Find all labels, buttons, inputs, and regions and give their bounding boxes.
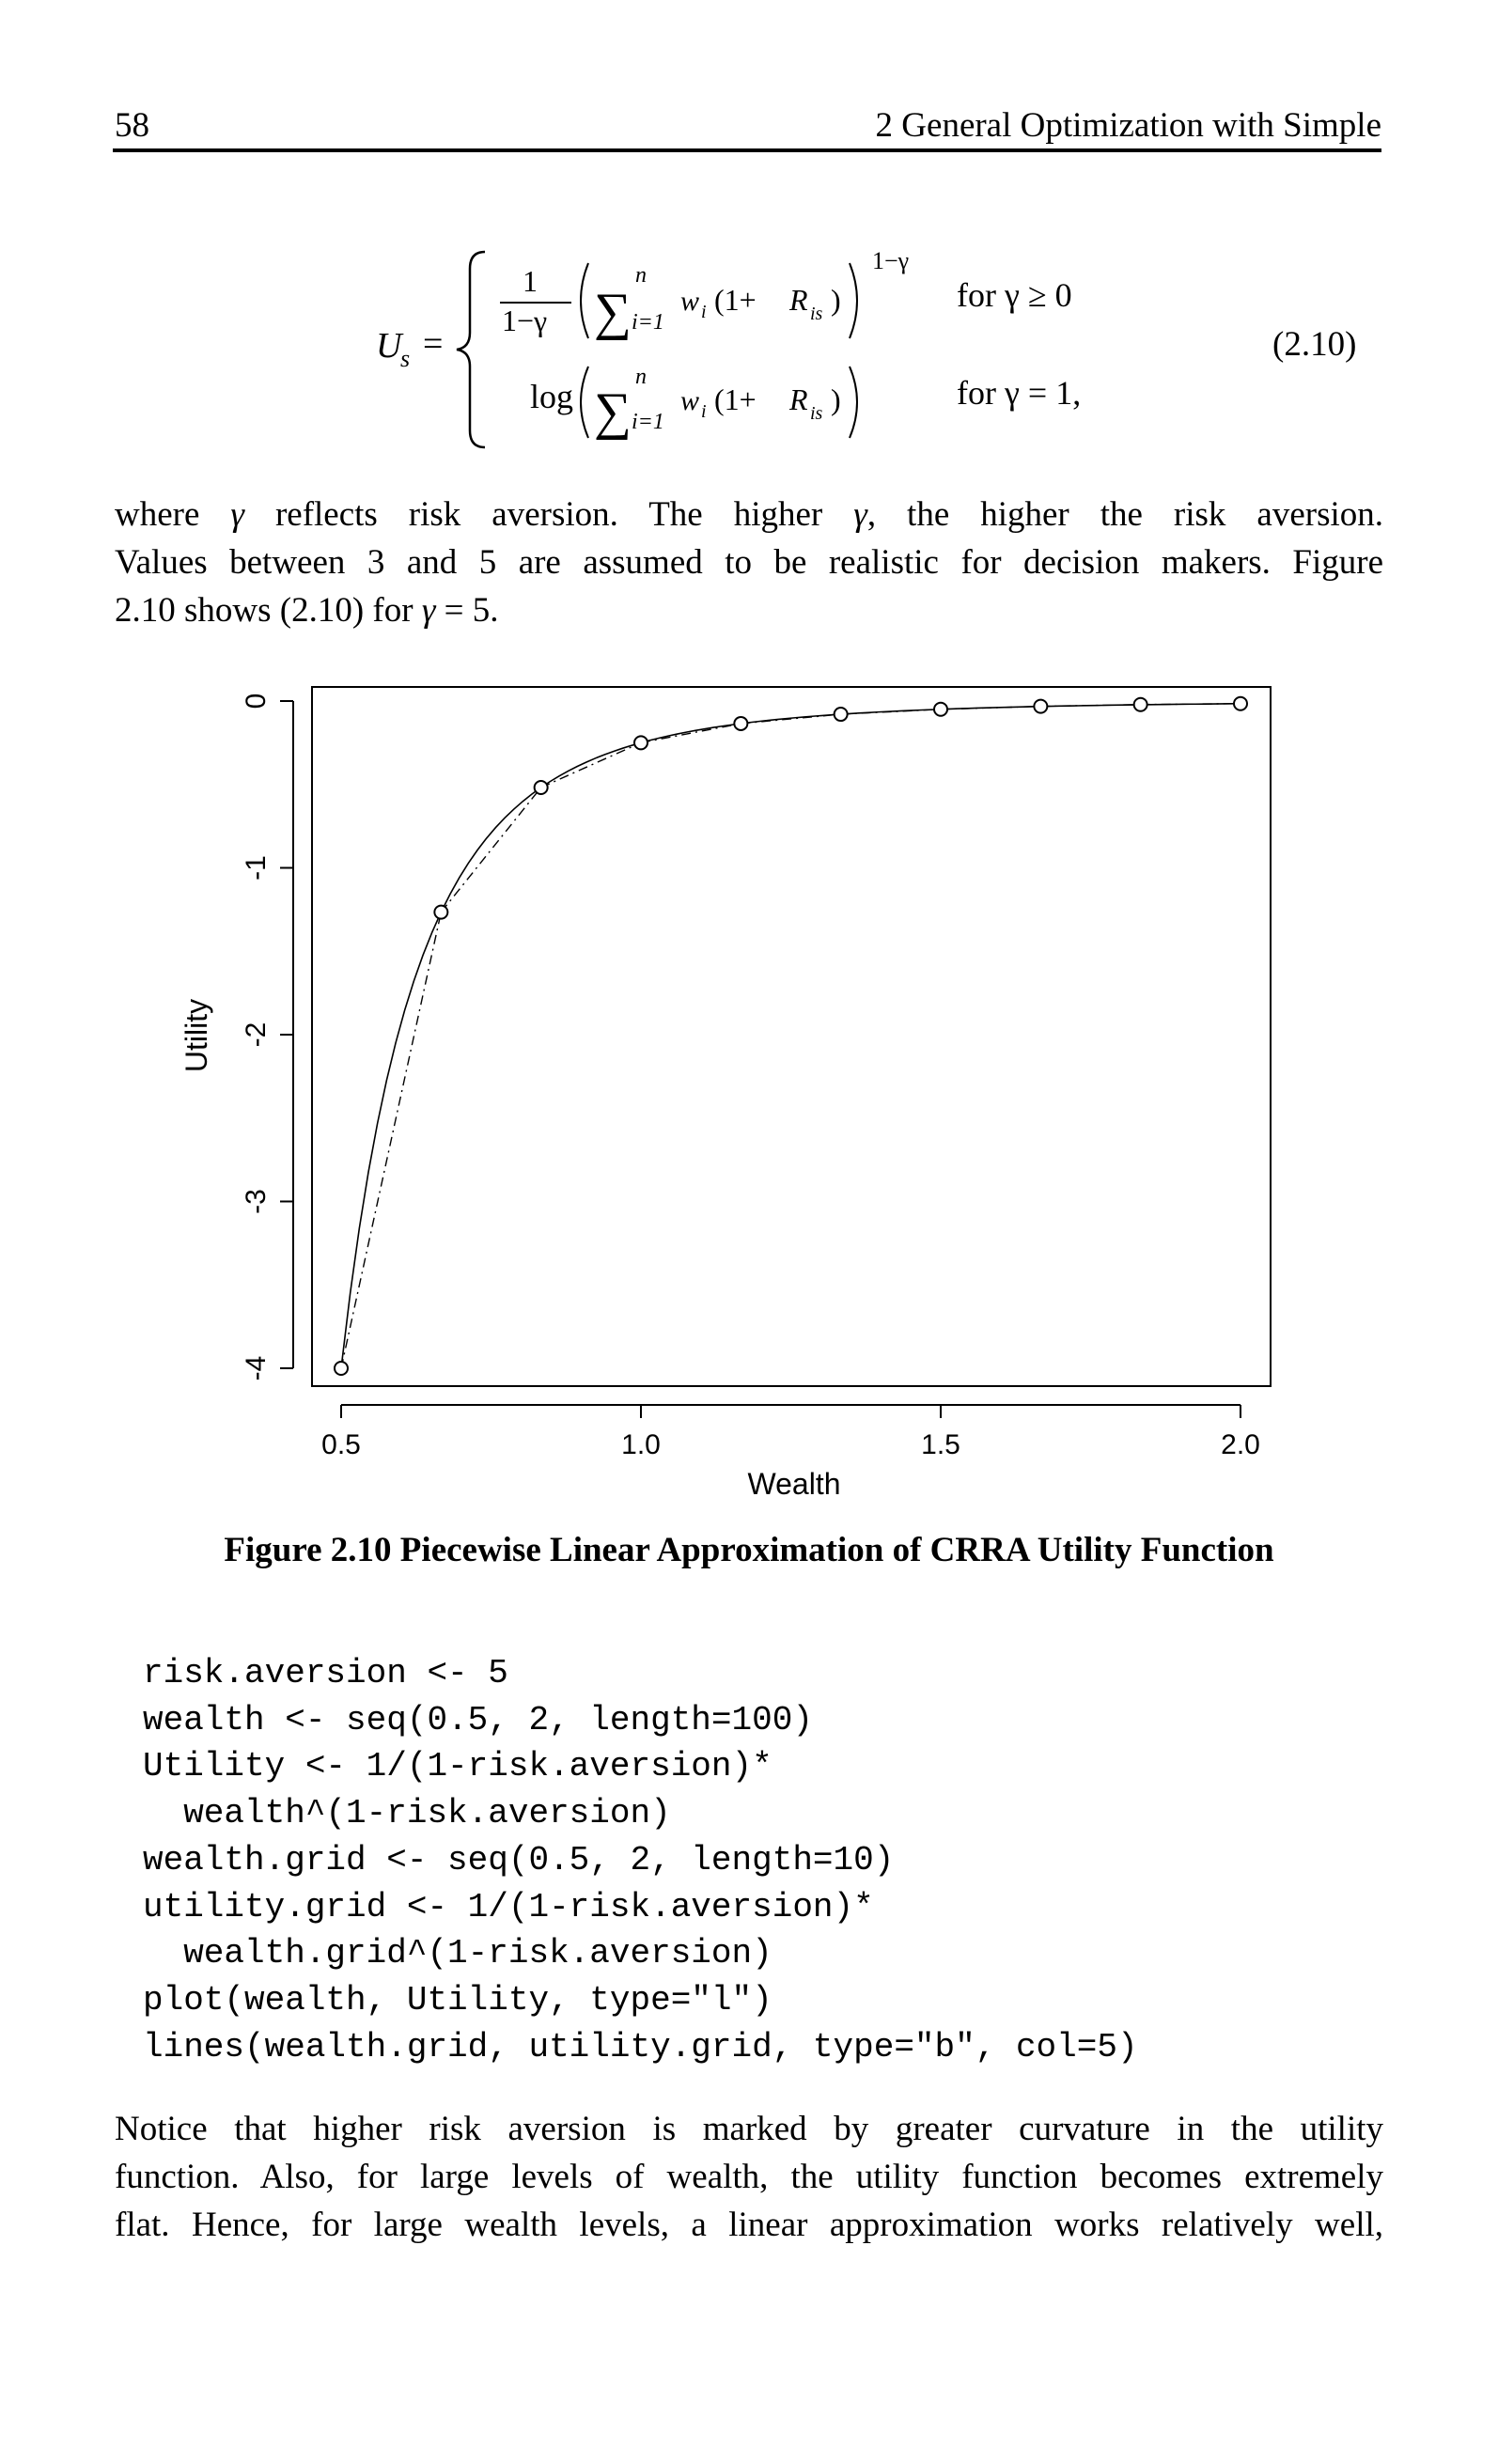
plot-frame [312, 687, 1271, 1386]
x-axis-label: Wealth [747, 1467, 841, 1501]
code-line: wealth <- seq(0.5, 2, length=100) [143, 1700, 813, 1739]
eq-sum-sub-1: i=1 [632, 310, 664, 335]
series-grid-point [934, 703, 947, 716]
series-grid-point [634, 736, 648, 749]
paragraph-2-line-2: function. Also, for large levels of wealth, the utility function becomes extremely [115, 2158, 1383, 2196]
eq-frac-den: 1−γ [502, 304, 548, 337]
paragraph-1-line-2: Values between 3 and 5 are assumed to be realistic for decision makers. Figure [115, 543, 1383, 582]
y-tick-label: -4 [241, 1355, 272, 1381]
eq-term-open-2: (1+ [714, 382, 757, 416]
series-grid-point [1234, 697, 1247, 710]
eq-term-open-1: (1+ [714, 283, 757, 317]
header-rule [113, 148, 1381, 152]
code-line: wealth.grid <- seq(0.5, 2, length=10) [143, 1840, 895, 1879]
series-grid-point [734, 717, 747, 730]
eq-term-close-2: ) [831, 382, 841, 416]
figure-caption: Figure 2.10 Piecewise Linear Approximation of CRRA Utility Function [224, 1531, 1274, 1569]
y-tick-label: 0 [241, 693, 272, 710]
y-tick-label: -3 [241, 1189, 272, 1214]
series-layer [335, 697, 1247, 1375]
y-tick-label: -2 [241, 1021, 272, 1048]
eq-sum-2: ∑ [594, 382, 632, 441]
eq-sum-sup-1: n [635, 263, 647, 288]
paragraph-2-line-3: flat. Hence, for large wealth levels, a linear approximation works relatively well, [115, 2206, 1383, 2244]
eq-sum-sup-2: n [635, 365, 647, 389]
eq-open-paren-2 [581, 366, 588, 438]
running-head: 2 General Optimization with Simple [875, 106, 1381, 145]
eq-open-paren-1 [581, 263, 588, 338]
code-line: wealth^(1-risk.aversion) [143, 1794, 671, 1833]
figure-2-10 [169, 667, 1334, 1513]
eq-sum-sub-2: i=1 [632, 410, 664, 434]
series-grid-point [835, 708, 848, 721]
series-grid-segment [441, 788, 540, 912]
series-grid-segment [641, 724, 741, 742]
eq-number: (2.10) [1272, 325, 1357, 364]
eq-r-sub-1: is [810, 304, 823, 324]
code-line: plot(wealth, Utility, type="l") [143, 1980, 772, 2020]
paragraph-1 [115, 491, 1383, 634]
eq-cond-1: for γ ≥ 0 [957, 276, 1072, 314]
series-utility-line [341, 704, 1241, 1368]
eq-cond-2: for γ = 1, [957, 374, 1082, 412]
series-grid-segment [941, 707, 1040, 710]
series-grid-segment [841, 710, 941, 714]
eq-frac-num: 1 [523, 264, 538, 298]
series-grid-point [434, 906, 447, 919]
x-tick-label: 0.5 [321, 1429, 361, 1460]
series-grid-point [335, 1362, 348, 1375]
eq-sum-1: ∑ [594, 283, 632, 341]
series-grid-point [535, 781, 548, 794]
equation-2-10 [113, 235, 1381, 460]
y-tick-label: -1 [241, 855, 272, 881]
eq-w-sub-1: i [701, 302, 707, 322]
series-grid-segment [341, 912, 441, 1368]
series-grid-segment [741, 714, 840, 724]
eq-equals: = [423, 324, 444, 364]
eq-w-sub-2: i [701, 401, 707, 422]
y-axis-label: Utility [179, 998, 213, 1073]
page-number: 58 [115, 106, 149, 145]
eq-r-2: R [789, 382, 808, 416]
series-grid-point [1034, 700, 1047, 713]
series-grid-segment [1040, 705, 1140, 707]
eq-w-2: w [680, 385, 700, 416]
eq-r-sub-2: is [810, 403, 823, 424]
x-tick-label: 2.0 [1221, 1429, 1260, 1460]
eq-log: log [530, 378, 574, 415]
series-grid-segment [541, 742, 641, 788]
paragraph-2 [115, 2105, 1383, 2249]
eq-lhs: U [376, 326, 402, 366]
eq-lhs-sub: s [400, 345, 411, 372]
code-line: utility.grid <- 1/(1-risk.aversion)* [143, 1887, 874, 1926]
series-grid-point [1134, 698, 1147, 711]
equation-svg [113, 235, 1381, 460]
code-line: Utility <- 1/(1-risk.aversion)* [143, 1747, 772, 1786]
code-line: wealth.grid^(1-risk.aversion) [143, 1934, 772, 1973]
eq-close-paren-2 [850, 366, 857, 438]
eq-r-1: R [789, 283, 808, 317]
code-line: risk.aversion <- 5 [143, 1654, 508, 1692]
y-axis [241, 694, 293, 1381]
code-block [143, 1650, 1138, 2070]
eq-left-brace [457, 252, 485, 447]
eq-w-1: w [680, 286, 700, 317]
x-axis [321, 1405, 1260, 1460]
utility-chart [169, 667, 1334, 1513]
paragraph-1-line-3: 2.10 shows (2.10) for γ = 5. [115, 591, 499, 630]
code-line: lines(wealth.grid, utility.grid, type="b", col=5) [143, 2027, 1138, 2066]
eq-term-close-1: ) [831, 283, 841, 317]
x-tick-label: 1.5 [921, 1429, 960, 1460]
eq-close-paren-1 [850, 263, 857, 338]
paragraph-2-line-1: Notice that higher risk aversion is marked by greater curvature in the utility [115, 2110, 1383, 2148]
series-grid-segment [1141, 704, 1241, 705]
x-tick-label: 1.0 [621, 1429, 661, 1460]
eq-exponent: 1−γ [872, 247, 910, 274]
paragraph-1-line-1: where γ reflects risk aversion. The higher γ, the higher the risk aversion. [115, 495, 1384, 534]
